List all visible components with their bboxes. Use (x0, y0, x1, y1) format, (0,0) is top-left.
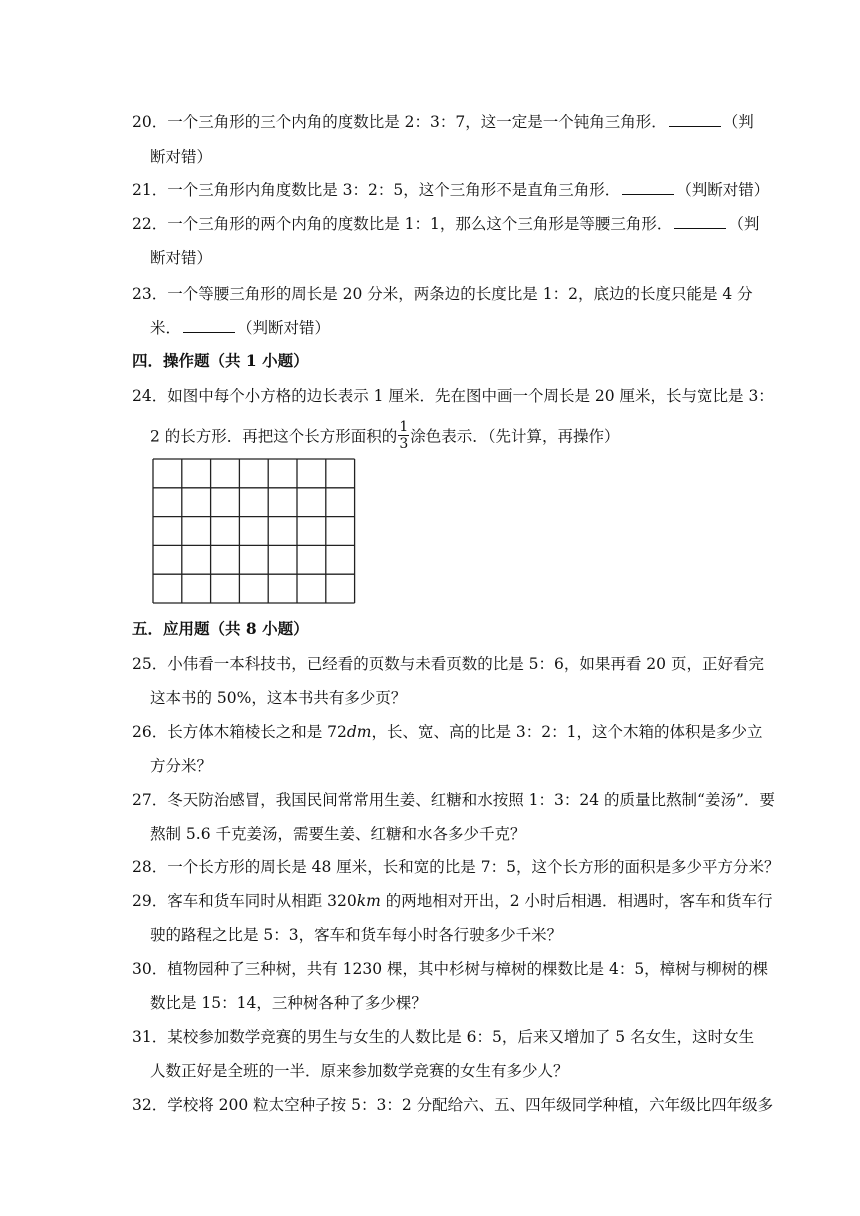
answer-blank-20[interactable] (669, 112, 721, 127)
question-22 (132, 214, 760, 234)
question-24-text: 2 的长方形．再把这个长方形面积的 (150, 427, 398, 446)
question-20-continuation: 断对错） (150, 148, 213, 166)
unit-dm: dm (346, 723, 372, 741)
question-23: 23．一个等腰三角形的周长是 20 分米，两条边的长度比是 1：2，底边的长度只能是 4 分 (132, 285, 753, 303)
question-21 (132, 180, 770, 200)
question-31-continuation: 人数正好是全班的一半．原来参加数学竞赛的女生有多少人？ (150, 1062, 569, 1080)
question-32: 32．学校将 200 粒太空种子按 5：3：2 分配给六、五、四年级同学种植，六年级比四年级多 (132, 1096, 774, 1114)
question-22-text: 22．一个三角形的两个内角的度数比是 1：1，那么这个三角形是等腰三角形． (132, 215, 673, 233)
question-26-continuation: 方分米？ (150, 757, 213, 775)
question-21-tail: （判断对错） (676, 181, 770, 199)
question-29-text: 29．客车和货车同时从相距 320 (132, 892, 357, 910)
question-20-text: 20．一个三角形的三个内角的度数比是 2：3：7，这一定是一个钝角三角形． (132, 113, 667, 131)
question-29 (132, 891, 773, 911)
question-31: 31．某校参加数学竞赛的男生与女生的人数比是 6：5，后来又增加了 5 名女生，这时女生 (132, 1028, 755, 1046)
question-30-continuation: 数比是 15：14，三种树各种了多少棵？ (150, 994, 427, 1012)
question-24-text-end: 涂色表示．（先计算，再操作） (410, 427, 620, 446)
section-heading-operation: 四．操作题（共 1 小题） (132, 351, 309, 370)
unit-km: km (356, 892, 381, 910)
answer-blank-22[interactable] (674, 214, 726, 229)
fraction-denominator: 3 (399, 436, 409, 452)
question-27-continuation: 熬制 5.6 千克姜汤，需要生姜、红糖和水各多少千克？ (150, 825, 526, 843)
question-26-text: 26．长方体木箱棱长之和是 72 (132, 723, 347, 741)
question-24-continuation (150, 419, 750, 453)
question-26-text-end: ，长、宽、高的比是 3：2：1，这个木箱的体积是多少立 (371, 723, 763, 741)
question-29-text-end: 的两地相对开出，2 小时后相遇．相遇时，客车和货车行 (380, 892, 773, 910)
question-25: 25．小伟看一本科技书，已经看的页数与未看页数的比是 5：6，如果再看 20 页，正好看完 (132, 655, 764, 673)
question-24: 24．如图中每个小方格的边长表示 1 厘米．先在图中画一个周长是 20 厘米，长与宽比是 3： (132, 387, 774, 405)
section-heading-application: 五．应用题（共 8 小题） (132, 619, 309, 638)
fraction-one-third (398, 420, 409, 451)
question-26 (132, 722, 763, 742)
question-23-tail: （判断对错） (237, 319, 331, 337)
question-20 (132, 112, 754, 132)
question-22-continuation: 断对错） (150, 249, 213, 267)
question-22-tail: （判 (728, 215, 760, 233)
question-23-text: 米． (150, 319, 182, 337)
answer-blank-23[interactable] (183, 318, 235, 333)
question-25-continuation: 这本书的 50%，这本书共有多少页？ (150, 689, 407, 707)
answer-blank-21[interactable] (622, 180, 674, 195)
question-27: 27．冬天防治感冒，我国民间常常用生姜、红糖和水按照 1：3：24 的质量比熬制“姜汤”．要 (132, 791, 775, 809)
question-30: 30．植物园种了三种树，共有 1230 棵，其中杉树与樟树的棵数比是 4：5，樟树与柳树的棵 (132, 960, 769, 978)
question-21-text: 21．一个三角形内角度数比是 3：2：5，这个三角形不是直角三角形． (132, 181, 621, 199)
square-grid[interactable] (152, 458, 358, 608)
question-29-continuation: 驶的路程之比是 5：3，客车和货车每小时各行驶多少千米？ (150, 926, 563, 944)
question-20-tail: （判 (722, 113, 754, 131)
fraction-numerator: 1 (399, 419, 409, 435)
question-23-continuation (150, 318, 750, 338)
question-28: 28．一个长方形的周长是 48 厘米，长和宽的比是 7：5，这个长方形的面积是多少平方分米？ (132, 858, 780, 876)
